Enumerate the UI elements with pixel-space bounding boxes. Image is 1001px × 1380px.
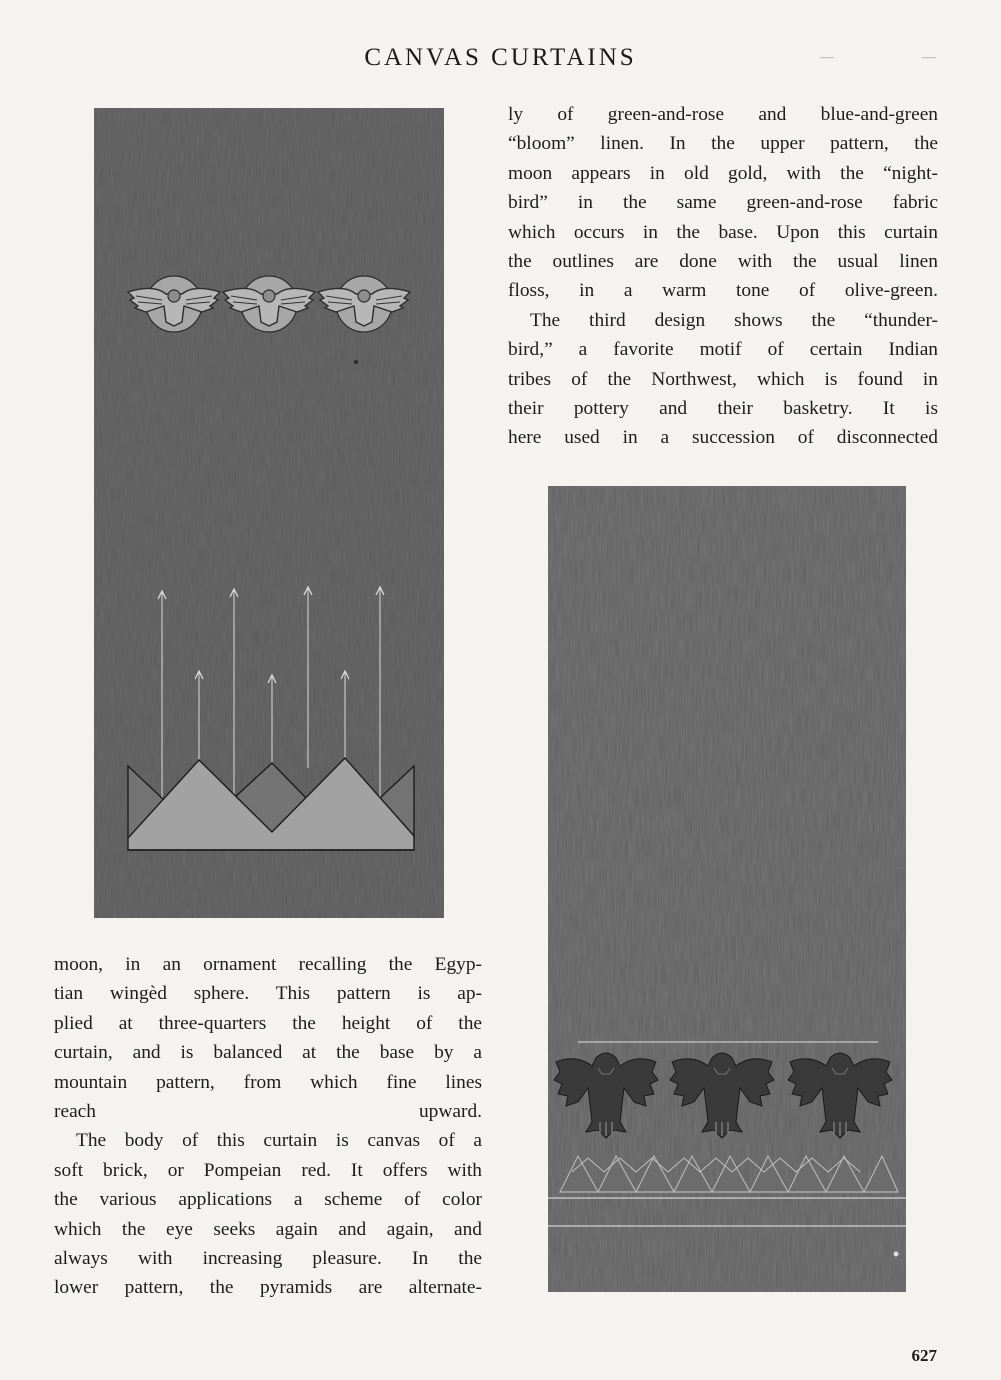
text-line: lower pattern, the pyramids are alternate- <box>54 1277 482 1299</box>
page-number: 627 <box>911 1346 937 1365</box>
text-line: their pottery and their basketry. It is <box>508 397 938 419</box>
text-line: tribes of the Northwest, which is found in <box>508 368 938 390</box>
text-line: The body of this curtain is canvas of a <box>76 1130 482 1152</box>
text-line: soft brick, or Pompeian red. It offers with <box>54 1159 482 1181</box>
curtain-illustration-1 <box>94 108 444 918</box>
text-line: tian wingèd sphere. This pattern is ap- <box>54 983 482 1005</box>
right-column-text <box>508 100 938 453</box>
text-line: “bloom” linen. In the upper pattern, the <box>508 133 938 155</box>
curtain-illustration-2 <box>548 486 906 1292</box>
curtain-plate-winged-moon <box>94 108 444 918</box>
text-line: moon appears in old gold, with the “night- <box>508 162 938 184</box>
text-line: which occurs in the base. Upon this curtain <box>508 221 938 243</box>
text-line: the outlines are done with the usual linen <box>508 250 938 272</box>
text-line: which the eye seeks again and again, and <box>54 1218 482 1240</box>
text-line: bird” in the same green-and-rose fabric <box>508 192 938 214</box>
text-line: moon, in an ornament recalling the Egyp- <box>54 954 482 975</box>
text-line: ly of green-and-rose and blue-and-green <box>508 104 938 125</box>
text-line: reach upward. <box>54 1100 482 1122</box>
left-column-text <box>54 950 482 1303</box>
text-line: curtain, and is balanced at the base by a <box>54 1042 482 1064</box>
text-line: floss, in a warm tone of olive-green. <box>508 280 938 302</box>
text-line: The third design shows the “thunder- <box>530 309 938 331</box>
corner-mark: — <box>820 50 834 65</box>
curtain-plate-thunderbird <box>548 486 906 1292</box>
text-line: always with increasing pleasure. In the <box>54 1247 482 1269</box>
text-line: mountain pattern, from which fine lines <box>54 1071 482 1093</box>
corner-mark: — <box>922 50 936 65</box>
text-line: the various applications a scheme of color <box>54 1189 482 1211</box>
text-line: plied at three-quarters the height of the <box>54 1012 482 1034</box>
text-line: bird,” a favorite motif of certain Indian <box>508 339 938 361</box>
text-line: here used in a succession of disconnected <box>508 427 938 449</box>
page-title: CANVAS CURTAINS <box>364 44 637 71</box>
